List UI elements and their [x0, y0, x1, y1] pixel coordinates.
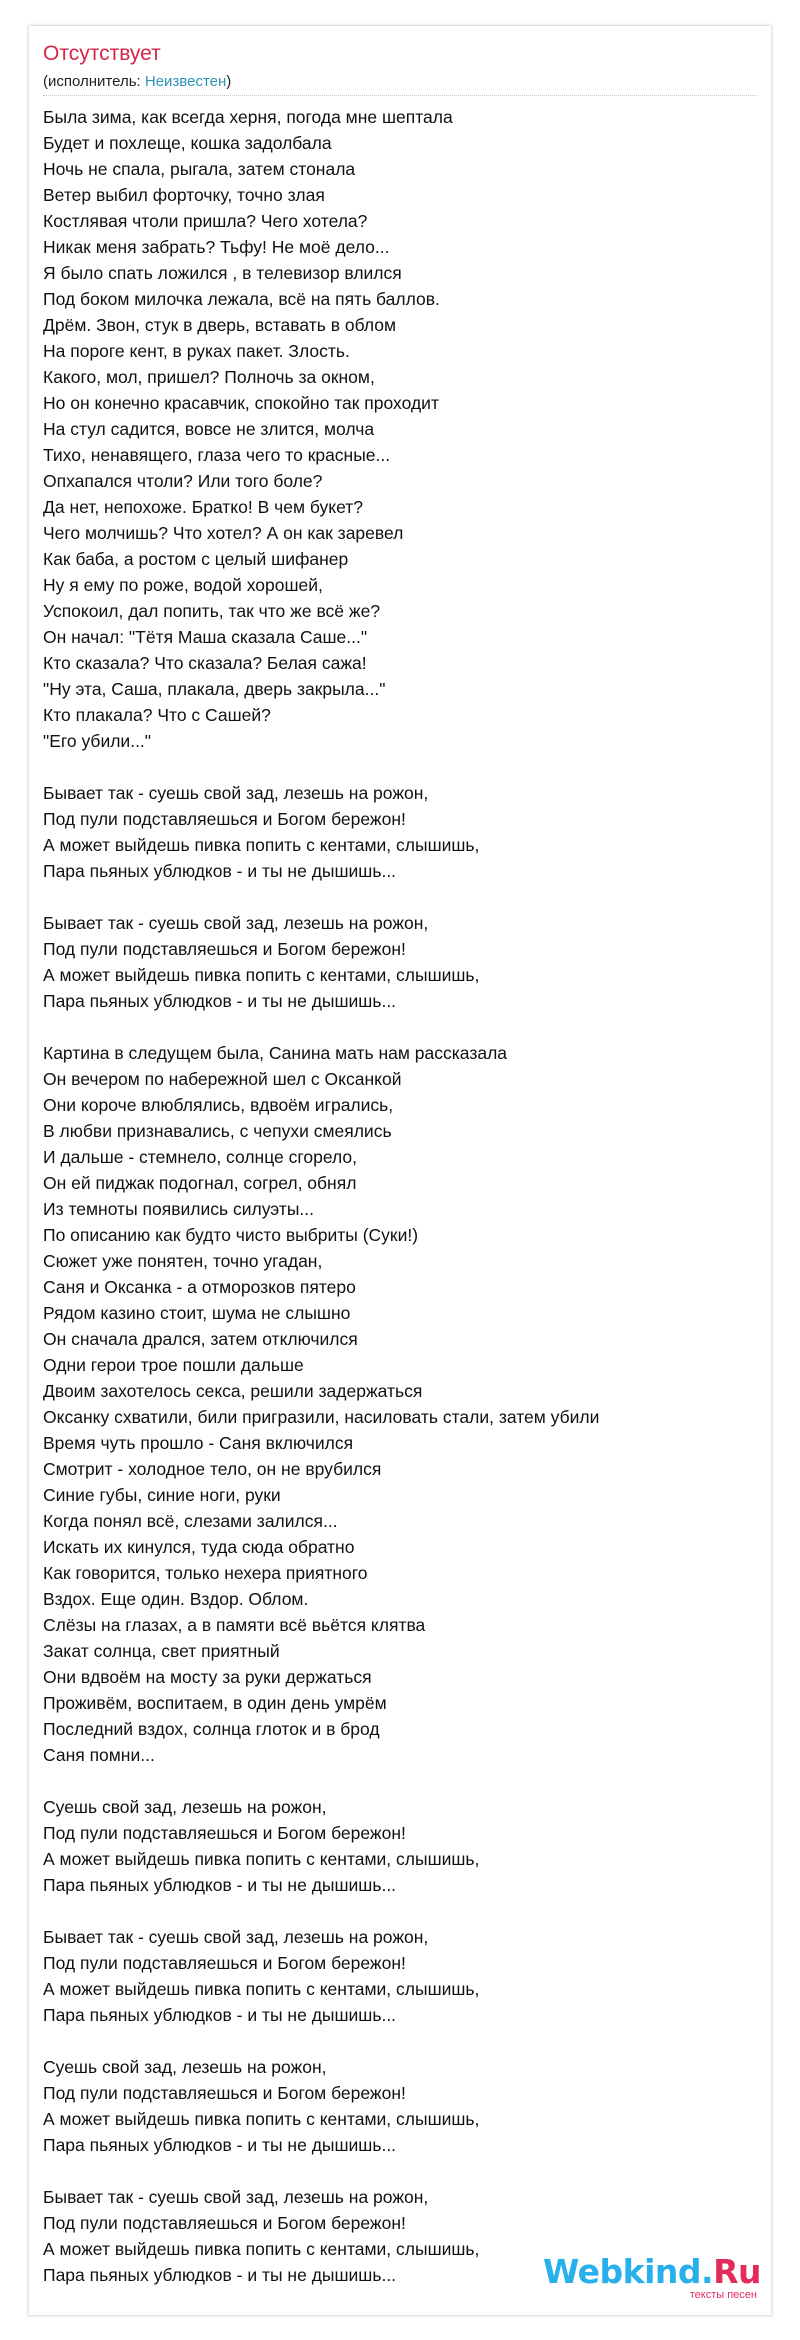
lyric-line: По описанию как будто чисто выбриты (Суки!) [43, 1225, 419, 1245]
logo-ru-text: Ru [713, 2252, 761, 2291]
lyric-line: Чего молчишь? Что хотел? А он как заревел [43, 523, 404, 543]
lyrics-stanza [43, 1924, 763, 2028]
lyric-line: Дрём. Звон, стук в дверь, вставать в облом [43, 315, 397, 335]
lyric-line: Какого, мол, пришел? Полночь за окном, [43, 367, 375, 387]
lyric-line: На пороге кент, в руках пакет. Злость. [43, 341, 350, 361]
lyric-line: Саня и Оксанка - а отморозков пятеро [43, 1277, 356, 1297]
lyric-line: Бывает так - суешь свой зад, лезешь на рожон, [43, 913, 429, 933]
lyric-line: Проживём, воспитаем, в один день умрём [43, 1693, 387, 1713]
lyric-line: Суешь свой зад, лезешь на рожон, [43, 1797, 327, 1817]
lyric-line: Никак меня забрать? Тьфу! Не моё дело... [43, 237, 390, 257]
lyric-line: Кто сказала? Что сказала? Белая сажа! [43, 653, 367, 673]
lyric-line: Смотрит - холодное тело, он не врубился [43, 1459, 382, 1479]
lyric-line: Под пули подставляешься и Богом бережон! [43, 2083, 406, 2103]
lyric-line: Последний вздох, солнца глоток и в брод [43, 1719, 380, 1739]
lyric-line: Вздох. Еще один. Вздор. Облом. [43, 1589, 309, 1609]
lyrics-stanza [43, 104, 763, 754]
lyric-line: Оксанку схватили, били пригразили, насиловать стали, затем убили [43, 1407, 600, 1427]
lyric-line: В любви признавались, с чепухи смеялись [43, 1121, 392, 1141]
lyric-line: Костлявая чтоли пришла? Чего хотела? [43, 211, 368, 231]
artist-prefix: (исполнитель: [43, 73, 145, 90]
lyric-line: Закат солнца, свет приятный [43, 1641, 280, 1661]
song-title: Отсутствует [43, 42, 161, 65]
lyric-line: "Ну эта, Саша, плакала, дверь закрыла..." [43, 679, 386, 699]
lyric-line: Суешь свой зад, лезешь на рожон, [43, 2057, 327, 2077]
lyric-line: Слёзы на глазах, а в памяти всё вьётся клятва [43, 1615, 426, 1635]
lyric-line: Под боком милочка лежала, всё на пять баллов. [43, 289, 440, 309]
lyric-line: Время чуть прошло - Саня включился [43, 1433, 354, 1453]
lyric-line: Рядом казино стоит, шума не слышно [43, 1303, 351, 1323]
lyric-line: Под пули подставляешься и Богом бережон! [43, 939, 406, 959]
lyric-line: Была зима, как всегда херня, погода мне шептала [43, 107, 453, 127]
lyrics-card [28, 25, 772, 2316]
logo-tagline: тексты песен [689, 2289, 757, 2301]
logo-dot-text: . [701, 2252, 714, 2291]
lyric-line: Да нет, непохоже. Братко! В чем букет? [43, 497, 364, 517]
lyric-line: Из темноты появились силуэты... [43, 1199, 315, 1219]
lyric-line: Пара пьяных ублюдков - и ты не дышишь... [43, 861, 397, 881]
lyrics-stanza [43, 780, 763, 884]
artist-line [43, 72, 231, 92]
lyric-line: Он сначала дрался, затем отключился [43, 1329, 358, 1349]
lyric-line: Пара пьяных ублюдков - и ты не дышишь... [43, 1875, 397, 1895]
logo-kind-text: kind [622, 2252, 702, 2291]
artist-suffix: ) [226, 73, 232, 90]
lyric-line: Двоим захотелось секса, решили задержаться [43, 1381, 423, 1401]
lyric-line: А может выйдешь пивка попить с кентами, слышишь, [43, 1979, 480, 1999]
lyrics-stanza [43, 910, 763, 1014]
lyrics-stanza [43, 1794, 763, 1898]
lyric-line: Я было спать ложился , в телевизор влился [43, 263, 402, 283]
lyric-line: Они короче влюблялись, вдвоём игрались, [43, 1095, 394, 1115]
lyric-line: Под пули подставляешься и Богом бережон! [43, 1823, 406, 1843]
lyric-line: Ночь не спала, рыгала, затем стонала [43, 159, 356, 179]
lyric-line: На стул садится, вовсе не злится, молча [43, 419, 375, 439]
lyric-line: Пара пьяных ублюдков - и ты не дышишь... [43, 2005, 397, 2025]
lyric-line: "Его убили..." [43, 731, 152, 751]
lyric-line: Он начал: "Тётя Маша сказала Саше..." [43, 627, 368, 647]
lyric-line: Бывает так - суешь свой зад, лезешь на рожон, [43, 2187, 429, 2207]
lyric-line: Под пули подставляешься и Богом бережон! [43, 1953, 406, 1973]
lyric-line: Бывает так - суешь свой зад, лезешь на рожон, [43, 783, 429, 803]
lyric-line: Он вечером по набережной шел с Оксанкой [43, 1069, 402, 1089]
lyric-line: А может выйдешь пивка попить с кентами, слышишь, [43, 2239, 480, 2259]
lyric-line: Успокоил, дал попить, так что же всё же? [43, 601, 381, 621]
lyrics-stanza [43, 2054, 763, 2158]
lyric-line: А может выйдешь пивка попить с кентами, слышишь, [43, 1849, 480, 1869]
lyric-line: Он ей пиджак подогнал, согрел, обнял [43, 1173, 357, 1193]
lyric-line: Бывает так - суешь свой зад, лезешь на рожон, [43, 1927, 429, 1947]
logo-web-text: Web [542, 2252, 623, 2291]
artist-link[interactable]: Неизвестен [144, 73, 227, 90]
lyric-line: Искать их кинулся, туда сюда обратно [43, 1537, 355, 1557]
lyric-line: Ветер выбил форточку, точно злая [43, 185, 325, 205]
lyric-line: Сюжет уже понятен, точно угадан, [43, 1251, 323, 1271]
lyric-line: Но он конечно красавчик, спокойно так проходит [43, 393, 439, 413]
lyric-line: Картина в следущем была, Санина мать нам рассказала [43, 1043, 508, 1063]
lyric-line: А может выйдешь пивка попить с кентами, слышишь, [43, 2109, 480, 2129]
lyric-line: Пара пьяных ублюдков - и ты не дышишь... [43, 991, 397, 1011]
lyrics-stanza [43, 1040, 763, 1768]
lyric-line: Как баба, а ростом с целый шифанер [43, 549, 349, 569]
lyric-line: Пара пьяных ублюдков - и ты не дышишь... [43, 2135, 397, 2155]
lyric-line: Пара пьяных ублюдков - и ты не дышишь... [43, 2265, 397, 2285]
lyric-line: Тихо, ненавящего, глаза чего то красные... [43, 445, 391, 465]
lyric-line: Одни герои трое пошли дальше [43, 1355, 304, 1375]
lyric-line: Будет и похлеще, кошка задолбала [43, 133, 332, 153]
lyric-line: Как говорится, только нехера приятного [43, 1563, 368, 1583]
logo-wordmark [543, 2253, 761, 2291]
lyric-line: Под пули подставляешься и Богом бережон! [43, 2213, 406, 2233]
lyric-line: А может выйдешь пивка попить с кентами, слышишь, [43, 835, 480, 855]
webkind-logo[interactable] [542, 2252, 761, 2301]
lyric-line: Опхапался чтоли? Или того боле? [43, 471, 323, 491]
lyric-line: И дальше - стемнело, солнце сгорело, [43, 1147, 358, 1167]
lyric-line: Кто плакала? Что с Сашей? [43, 705, 271, 725]
lyrics-body [43, 104, 763, 2288]
lyric-line: А может выйдешь пивка попить с кентами, слышишь, [43, 965, 480, 985]
lyric-line: Ну я ему по роже, водой хорошей, [43, 575, 323, 595]
lyric-line: Под пули подставляешься и Богом бережон! [43, 809, 406, 829]
lyric-line: Саня помни... [43, 1745, 155, 1765]
lyric-line: Они вдвоём на мосту за руки держаться [43, 1667, 372, 1687]
lyric-line: Синие губы, синие ноги, руки [43, 1485, 281, 1505]
title-divider [43, 95, 757, 96]
lyric-line: Когда понял всё, слезами залился... [43, 1511, 338, 1531]
